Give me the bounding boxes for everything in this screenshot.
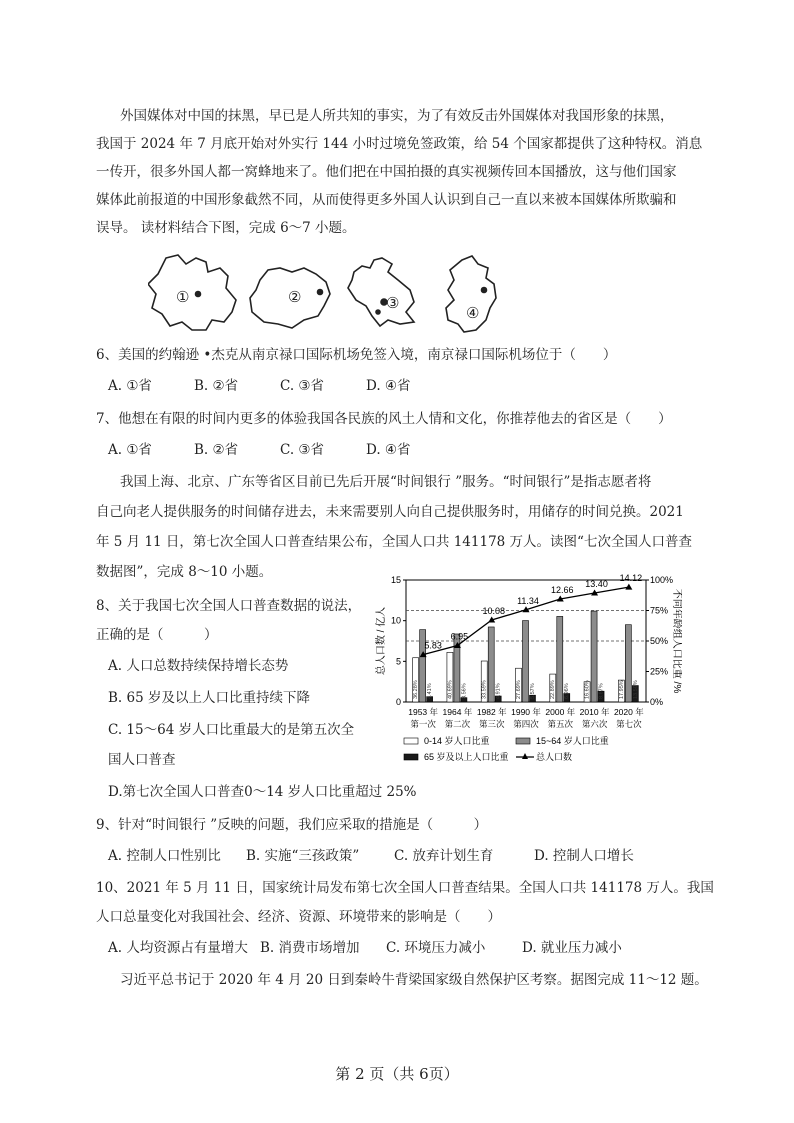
legend-swatch (404, 754, 418, 760)
bar-age-15-64 (488, 627, 494, 702)
province-map-1 (148, 255, 236, 330)
y2-tick-label: 50% (650, 636, 669, 646)
legend-swatch (404, 738, 418, 744)
x-tick-label-year: 2010 年 (579, 707, 610, 717)
legend-marker (522, 753, 528, 759)
y2-axis-title: 不同年龄组人口比重 /% (671, 588, 682, 694)
question-9-stem: 9、针对“时间银行 ”反映的问题，我们应采取的措施是（ ） (96, 817, 488, 833)
question-7-option-c[interactable]: C. ③省 (280, 442, 325, 458)
passage-2-line: 自己向老人提供服务的时间储存进去，未来需要别人向自己提供服务时，用储存的时间兑换。2021 (96, 504, 684, 520)
question-7-stem: 7、他想在有限的时间内更多的体验我国各民族的风土人情和文化，你推荐他去的省区是（ ） (96, 411, 672, 427)
y-tick-label: 15 (390, 575, 401, 585)
y-tick-label: 10 (390, 615, 401, 626)
question-6-option-c[interactable]: C. ③省 (280, 378, 325, 394)
passage-2-line: 我国上海、北京、广东等省区目前已先后开展“时间银行 ”服务。“时间银行”是指志愿者将 (120, 474, 652, 490)
x-tick-label-census: 第四次 (513, 719, 539, 729)
x-tick-label-census: 第七次 (616, 719, 642, 729)
bar-value-label: 17.95% (618, 680, 625, 699)
legend-label: 总人口数 (536, 752, 573, 762)
province-maps-figure (148, 250, 508, 345)
question-7-option-b[interactable]: B. ②省 (194, 442, 239, 458)
question-10-options (108, 938, 622, 958)
y-tick-label: 0 (395, 697, 401, 707)
total-population-label: 6.95 (450, 631, 469, 642)
legend-swatch (516, 738, 530, 744)
question-10-stem: 10、2021 年 5 月 11 日，国家统计局发布第七次全国人口普查结果。全国人口共 141178 万人。我国 (96, 880, 714, 896)
y2-tick-label: 25% (650, 666, 669, 677)
y-tick-label: 5 (395, 656, 401, 667)
question-6-option-d[interactable]: D. ④省 (366, 378, 411, 394)
question-9-option-d[interactable]: D. 控制人口增长 (534, 848, 634, 864)
question-7-option-d[interactable]: D. ④省 (366, 442, 411, 458)
bar-value-label: 22.89% (550, 680, 557, 699)
bar-value-label: 40.69% (447, 680, 454, 699)
question-10-option-a[interactable]: A. 人均资源占有量增大 (108, 940, 248, 956)
bar-age-15-64 (557, 616, 563, 702)
bar-value-label: 5.57% (529, 683, 536, 699)
bar-value-label: 6.96% (564, 683, 571, 699)
bar-value-label: 33.59% (481, 680, 488, 699)
bar-value-label: 27.69% (515, 680, 522, 699)
province-map-2-label: ② (288, 288, 302, 306)
x-tick-label-census: 第三次 (478, 719, 505, 729)
x-tick-label-census: 第一次 (410, 719, 436, 729)
bar-value-label: 16.60% (584, 680, 591, 699)
province-map-4-label: ④ (466, 304, 480, 322)
question-8-stem: 8、关于我国七次全国人口普查数据的说法， (96, 598, 362, 614)
legend-label: 15~64 岁人口比重 (536, 736, 609, 746)
y-axis-title: 总人口数 / 亿人 (376, 606, 387, 676)
y2-tick-label: 100% (650, 575, 674, 585)
passage-1-line: 媒体此前报道的中国形象截然不同，从而使得更多外国人认识到自己一直以来被本国媒体所欺骗和 (96, 192, 677, 208)
question-10-option-d[interactable]: D. 就业压力减小 (522, 940, 622, 956)
total-population-point (625, 584, 632, 590)
question-9-option-c[interactable]: C. 放弃计划生育 (394, 848, 494, 864)
passage-3: 习近平总书记于 2020 年 4 月 20 日到秦岭牛背梁国家级自然保护区考察。据图完成 11～12 题。 (120, 972, 708, 988)
question-10-option-c[interactable]: C. 环境压力减小 (386, 940, 486, 956)
passage-2-line: 年 5 月 11 日，第七次全国人口普查结果公布，全国人口共 141178 万人。读图“七次全国人口普查 (96, 534, 692, 550)
bar-age-15-64 (591, 611, 597, 702)
x-tick-label-census: 第六次 (581, 719, 608, 729)
total-population-label: 14.12 (619, 573, 643, 584)
question-7-options (108, 440, 452, 460)
bar-value-label: 13.50% (632, 680, 639, 699)
bar-age-15-64 (625, 625, 631, 702)
total-population-label: 10.08 (482, 606, 505, 617)
province-map-3-label: ③ (386, 294, 400, 312)
x-tick-label-year: 1982 年 (476, 707, 507, 717)
question-8-option-d[interactable]: D.第七次全国人口普查0～14 岁人口比重超过 25% (108, 784, 417, 800)
total-population-label: 11.34 (517, 595, 539, 606)
question-8-option-c[interactable]: C. 15～64 岁人口比重最大的是第五次全 (108, 722, 355, 738)
x-tick-label-year: 1953 年 (408, 707, 439, 717)
question-6-stem: 6、美国的约翰逊 •杰克从南京禄口国际机场免签入境，南京禄口国际机场位于（ ） (96, 347, 617, 363)
total-population-label: 5.83 (424, 640, 442, 651)
province-map-3 (348, 258, 414, 326)
question-6-option-b[interactable]: B. ②省 (194, 378, 239, 394)
question-8-option-c-cont: 国人口普查 (108, 752, 176, 768)
y2-tick-label: 0% (650, 697, 664, 707)
question-6-options (108, 376, 452, 396)
bar-age-15-64 (523, 621, 529, 702)
y2-tick-label: 75% (650, 605, 669, 616)
census-chart (370, 570, 682, 785)
page-footer: 第 2 页（共 6页） (335, 1065, 459, 1083)
x-tick-label-census: 第五次 (547, 719, 574, 729)
question-9-options (108, 846, 634, 866)
passage-1-line: 一传开，很多外国人都一窝蜂地来了。他们把在中国拍摄的真实视频传回本国播放，这与他们国家 (96, 164, 677, 180)
question-10-option-b[interactable]: B. 消费市场增加 (260, 940, 360, 956)
question-9-option-b[interactable]: B. 实施“三孩政策” (246, 848, 360, 864)
question-9-option-a[interactable]: A. 控制人口性别比 (108, 848, 221, 864)
x-tick-label-year: 2020 年 (613, 707, 644, 717)
legend-label: 0-14 岁人口比重 (424, 736, 490, 746)
passage-1-line: 外国媒体对中国的抹黑，早已是人所共知的事实，为了有效反击外国媒体对我国形象的抹黑， (120, 108, 674, 124)
bar-value-label: 4.41% (427, 683, 434, 699)
legend-label: 65 岁及以上人口比重 (424, 752, 509, 762)
passage-2-line: 数据图”，完成 8～10 小题。 (96, 564, 273, 580)
province-map-1-label: ① (176, 288, 190, 306)
passage-1-line: 我国于 2024 年 7 月底开始对外实行 144 小时过境免签政策，给 54 个国家都提供了这种特权。消息 (96, 136, 703, 152)
total-population-label: 13.40 (585, 579, 608, 590)
question-8-option-b[interactable]: B. 65 岁及以上人口比重持续下降 (108, 690, 310, 706)
bar-value-label: 4.91% (495, 683, 502, 699)
question-7-option-a[interactable]: A. ①省 (108, 442, 152, 458)
x-tick-label-year: 1990 年 (511, 707, 541, 717)
bar-value-label: 8.87% (598, 683, 605, 699)
bar-value-label: 3.56% (461, 683, 468, 699)
bar-value-label: 36.28% (413, 680, 420, 699)
question-10-stem: 人口总量变化对我国社会、经济、资源、环境带来的影响是（ ） (96, 909, 501, 925)
question-6-option-a[interactable]: A. ①省 (108, 378, 152, 394)
question-8-option-a[interactable]: A. 人口总数持续保持增长态势 (108, 658, 289, 674)
x-tick-label-year: 2000 年 (545, 707, 576, 717)
passage-1-line: 误导。 读材料结合下图，完成 6～7 小题。 (96, 220, 356, 236)
x-tick-label-year: 1964 年 (442, 707, 473, 717)
question-8-stem: 正确的是（ ） (96, 627, 218, 643)
total-population-label: 12.66 (551, 585, 574, 596)
x-tick-label-census: 第二次 (444, 719, 471, 729)
